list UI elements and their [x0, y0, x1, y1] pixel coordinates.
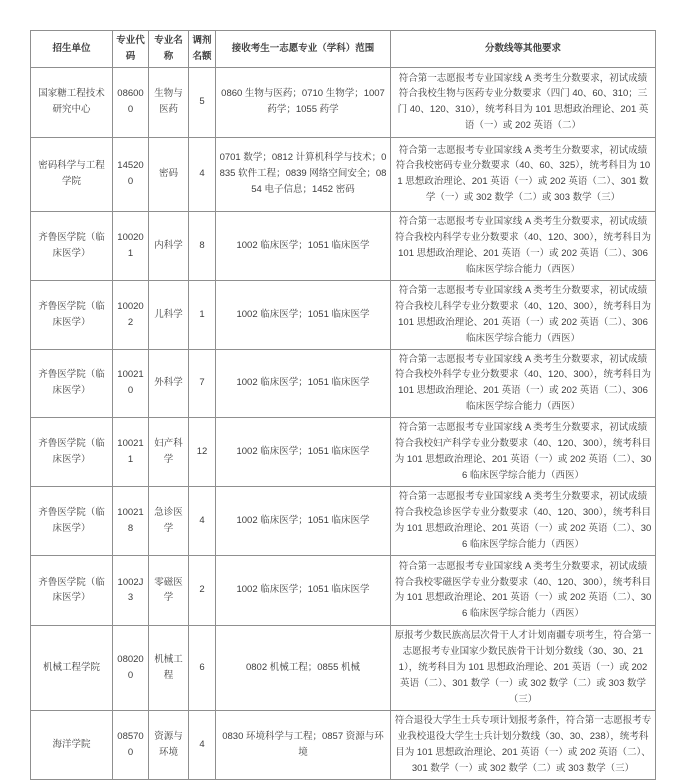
- cell-unit: 密码科学与工程学院: [31, 137, 113, 211]
- table-row: [31, 137, 656, 211]
- cell-requirements: 符合第一志愿报考专业国家线 A 类考生分数要求，初试成绩符合我校内科学专业分数要求（40、120、300），统考科目为 101 思想政治理论、201 英语（一）或 202 英语（二）、306 临床医学综合能力（西医）: [391, 211, 656, 280]
- cell-major-code: 080200: [113, 625, 149, 710]
- cell-requirements: 符合第一志愿报考专业国家线 A 类考生分数要求，初试成绩符合我校急诊医学专业分数要求（40、120、300），统考科目为 101 思想政治理论、201 英语（一）或 202 英语（二）、306 临床医学综合能力（西医）: [391, 487, 656, 556]
- cell-major-name: 急诊医学: [149, 487, 189, 556]
- cell-quota: 12: [189, 418, 216, 487]
- col-header-major-code: 专业代码: [113, 31, 149, 68]
- col-header-major-name: 专业名称: [149, 31, 189, 68]
- cell-major-code: 100210: [113, 349, 149, 418]
- table-row: [31, 555, 656, 625]
- cell-major-name: 内科学: [149, 211, 189, 280]
- cell-accepted-majors: 1002 临床医学；1051 临床医学: [216, 555, 391, 625]
- col-header-unit: 招生单位: [31, 31, 113, 68]
- table-row: [31, 349, 656, 418]
- cell-quota: 4: [189, 710, 216, 779]
- col-header-quota: 调剂名额: [189, 31, 216, 68]
- cell-accepted-majors: 0830 环境科学与工程；0857 资源与环境: [216, 710, 391, 779]
- cell-major-code: 145200: [113, 137, 149, 211]
- cell-major-name: 儿科学: [149, 280, 189, 349]
- cell-requirements: 符合第一志愿报考专业国家线 A 类考生分数要求，初试成绩符合我校外科学专业分数要求（40、120、300），统考科目为 101 思想政治理论、201 英语（一）或 202 英语（二）、306 临床医学综合能力（西医）: [391, 349, 656, 418]
- cell-major-name: 外科学: [149, 349, 189, 418]
- cell-requirements: 符合第一志愿报考专业国家线 A 类考生分数要求，初试成绩符合我校零磁医学专业分数要求（40、120、300），统考科目为 101 思想政治理论、201 英语（一）或 202 英语（二）、306 临床医学综合能力（西医）: [391, 555, 656, 625]
- cell-major-name: 密码: [149, 137, 189, 211]
- cell-accepted-majors: 1002 临床医学；1051 临床医学: [216, 349, 391, 418]
- cell-major-code: 085700: [113, 710, 149, 779]
- table-row: [31, 487, 656, 556]
- cell-accepted-majors: 0802 机械工程；0855 机械: [216, 625, 391, 710]
- cell-unit: 国家糖工程技术研究中心: [31, 67, 113, 137]
- table-header-row: [31, 31, 656, 68]
- table-row: [31, 710, 656, 779]
- cell-major-name: 生物与医药: [149, 67, 189, 137]
- cell-accepted-majors: 1002 临床医学；1051 临床医学: [216, 211, 391, 280]
- cell-requirements: 符合退役大学生士兵专项计划报考条件，符合第一志愿报考专业我校退役大学生士兵计划分数线（30、30、238），统考科目为 101 思想政治理论、201 英语（一）或 202 英语（二）、301 数学（一）或 302 数学（二）或 303 数学（三）: [391, 710, 656, 779]
- cell-unit: 海洋学院: [31, 710, 113, 779]
- cell-major-name: 零磁医学: [149, 555, 189, 625]
- cell-requirements: 符合第一志愿报考专业国家线 A 类考生分数要求，初试成绩符合我校妇产科学专业分数要求（40、120、300），统考科目为 101 思想政治理论、201 英语（一）或 202 英语（二）、306 临床医学综合能力（西医）: [391, 418, 656, 487]
- cell-quota: 2: [189, 555, 216, 625]
- table-row: [31, 67, 656, 137]
- cell-major-code: 1002J3: [113, 555, 149, 625]
- cell-unit: 齐鲁医学院（临床医学）: [31, 487, 113, 556]
- col-header-accepted-majors: 接收考生一志愿专业（学科）范围: [216, 31, 391, 68]
- cell-unit: 齐鲁医学院（临床医学）: [31, 418, 113, 487]
- cell-major-code: 100202: [113, 280, 149, 349]
- admission-transfer-table: [30, 30, 656, 780]
- table-row: [31, 625, 656, 710]
- cell-requirements: 符合第一志愿报考专业国家线 A 类考生分数要求，初试成绩符合我校密码专业分数要求（40、60、325），统考科目为 101 思想政治理论、201 英语（一）或 202 英语（二）、301 数学（一）或 302 数学（二）或 303 数学（三）: [391, 137, 656, 211]
- cell-accepted-majors: 1002 临床医学；1051 临床医学: [216, 280, 391, 349]
- cell-quota: 6: [189, 625, 216, 710]
- cell-major-code: 086000: [113, 67, 149, 137]
- cell-quota: 7: [189, 349, 216, 418]
- table-row: [31, 418, 656, 487]
- cell-unit: 齐鲁医学院（临床医学）: [31, 349, 113, 418]
- cell-quota: 1: [189, 280, 216, 349]
- cell-major-name: 妇产科学: [149, 418, 189, 487]
- cell-major-code: 100201: [113, 211, 149, 280]
- cell-accepted-majors: 0701 数学；0812 计算机科学与技术；0835 软件工程；0839 网络空间安全；0854 电子信息；1452 密码: [216, 137, 391, 211]
- cell-requirements: 符合第一志愿报考专业国家线 A 类考生分数要求，初试成绩符合我校生物与医药专业分数要求（四门 40、60、310；三门 40、120、310），统考科目为 101 思想政治理论、201 英语（一）或 202 英语（二）: [391, 67, 656, 137]
- cell-unit: 齐鲁医学院（临床医学）: [31, 280, 113, 349]
- cell-quota: 8: [189, 211, 216, 280]
- cell-major-name: 资源与环境: [149, 710, 189, 779]
- cell-major-name: 机械工程: [149, 625, 189, 710]
- cell-accepted-majors: 1002 临床医学；1051 临床医学: [216, 418, 391, 487]
- cell-unit: 齐鲁医学院（临床医学）: [31, 555, 113, 625]
- cell-requirements: 原报考少数民族高层次骨干人才计划南疆专项考生，符合第一志愿报考专业国家少数民族骨干计划分数线（30、30、211），统考科目为 101 思想政治理论、201 英语（一）或 202 英语（二）、301 数学（一）或 302 数学（二）或 303 数学（三）: [391, 625, 656, 710]
- cell-quota: 5: [189, 67, 216, 137]
- cell-quota: 4: [189, 137, 216, 211]
- cell-unit: 齐鲁医学院（临床医学）: [31, 211, 113, 280]
- cell-unit: 机械工程学院: [31, 625, 113, 710]
- cell-major-code: 100211: [113, 418, 149, 487]
- table-row: [31, 211, 656, 280]
- cell-accepted-majors: 0860 生物与医药；0710 生物学；1007 药学；1055 药学: [216, 67, 391, 137]
- col-header-requirements: 分数线等其他要求: [391, 31, 656, 68]
- cell-major-code: 100218: [113, 487, 149, 556]
- table-row: [31, 280, 656, 349]
- cell-requirements: 符合第一志愿报考专业国家线 A 类考生分数要求，初试成绩符合我校儿科学专业分数要求（40、120、300），统考科目为 101 思想政治理论、201 英语（一）或 202 英语（二）、306 临床医学综合能力（西医）: [391, 280, 656, 349]
- cell-quota: 4: [189, 487, 216, 556]
- cell-accepted-majors: 1002 临床医学；1051 临床医学: [216, 487, 391, 556]
